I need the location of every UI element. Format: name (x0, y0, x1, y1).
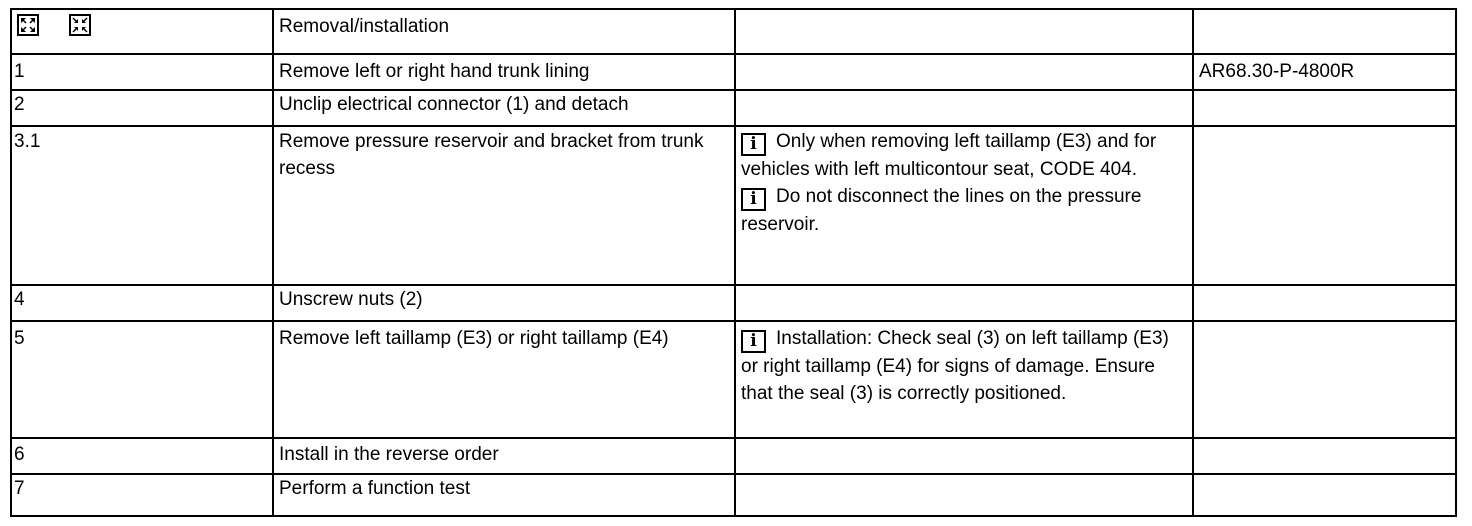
info-icon: i (741, 188, 766, 211)
table-row (11, 90, 1456, 126)
step-reference (1193, 438, 1456, 474)
step-text: Remove pressure reservoir and bracket from trunk recess (273, 126, 735, 285)
step-notes (735, 474, 1193, 516)
step-reference (1193, 126, 1456, 285)
step-notes (735, 54, 1193, 90)
table-row (11, 474, 1456, 516)
header-reference-cell (1193, 9, 1456, 54)
header-icons-cell (11, 9, 273, 54)
note-text: Installation: Check seal (3) on left taillamp (E3) or right taillamp (E4) for signs of damage. Ensure that the seal (3) is correctly positioned. (741, 328, 1169, 404)
info-icon: i (741, 330, 766, 353)
step-number: 7 (11, 474, 273, 516)
step-reference (1193, 474, 1456, 516)
header-title: Removal/installation (273, 9, 735, 54)
step-number: 2 (11, 90, 273, 126)
step-text: Remove left taillamp (E3) or right taillamp (E4) (273, 321, 735, 438)
step-text: Remove left or right hand trunk lining (273, 54, 735, 90)
step-text: Perform a function test (273, 474, 735, 516)
table-row (11, 438, 1456, 474)
step-text: Install in the reverse order (273, 438, 735, 474)
table-row (11, 54, 1456, 90)
step-number: 1 (11, 54, 273, 90)
header-notes-cell (735, 9, 1193, 54)
expand-arrows-icon[interactable] (17, 14, 39, 36)
step-number: 3.1 (11, 126, 273, 285)
procedure-container (10, 8, 1457, 517)
step-notes (735, 438, 1193, 474)
step-notes (735, 126, 1193, 285)
note-text: Do not disconnect the lines on the pressure reservoir. (741, 186, 1142, 235)
step-reference (1193, 285, 1456, 321)
note (741, 183, 1189, 238)
step-number: 6 (11, 438, 273, 474)
step-reference (1193, 90, 1456, 126)
step-number: 5 (11, 321, 273, 438)
collapse-arrows-icon[interactable] (69, 14, 91, 36)
note-text: Only when removing left taillamp (E3) and for vehicles with left multicontour seat, CODE 404. (741, 131, 1157, 180)
step-number: 4 (11, 285, 273, 321)
note (741, 128, 1189, 183)
info-icon: i (741, 133, 766, 156)
note (741, 325, 1189, 407)
step-text: Unclip electrical connector (1) and detach (273, 90, 735, 126)
step-reference-link[interactable]: AR68.30-P-4800R (1193, 54, 1456, 90)
step-reference (1193, 321, 1456, 438)
table-row (11, 321, 1456, 438)
table-row (11, 126, 1456, 285)
step-text: Unscrew nuts (2) (273, 285, 735, 321)
table-header-row (11, 9, 1456, 54)
procedure-table (10, 8, 1457, 517)
step-notes (735, 90, 1193, 126)
step-notes (735, 285, 1193, 321)
step-notes (735, 321, 1193, 438)
table-row (11, 285, 1456, 321)
